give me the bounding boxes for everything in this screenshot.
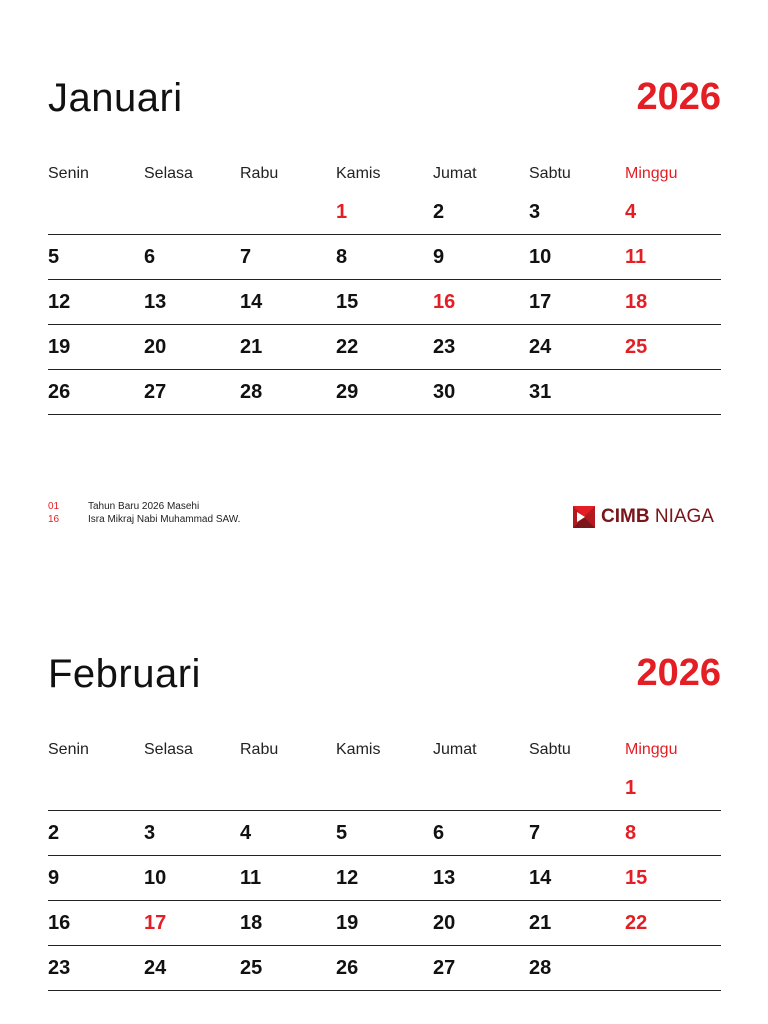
date-cell: 5 — [48, 246, 60, 268]
date-cell: 16 — [48, 912, 71, 934]
date-cell: 15 — [336, 291, 359, 313]
date-cell: 2 — [48, 822, 60, 844]
date-cell: 11 — [625, 246, 647, 268]
logo-word-cimb: CIMB — [601, 506, 650, 527]
weekday-senin: Senin — [48, 741, 89, 758]
date-cell: 19 — [48, 336, 71, 358]
weekday-minggu: Minggu — [625, 741, 678, 758]
date-cell: 21 — [529, 912, 552, 934]
date-cell: 7 — [529, 822, 541, 844]
week-row — [48, 946, 721, 991]
holiday-day: 16 — [48, 514, 60, 525]
date-cell: 23 — [48, 957, 71, 979]
week-row — [48, 856, 721, 901]
weekday-jumat: Jumat — [433, 741, 477, 758]
date-cell: 10 — [144, 867, 167, 889]
date-cell: 18 — [625, 291, 648, 313]
weekday-sabtu: Sabtu — [529, 741, 571, 758]
date-cell: 25 — [625, 336, 648, 358]
date-cell: 22 — [336, 336, 359, 358]
weekday-kamis: Kamis — [336, 165, 381, 182]
week-row — [48, 235, 721, 280]
date-cell: 13 — [144, 291, 167, 313]
weekday-header — [48, 164, 721, 184]
week-row — [48, 901, 721, 946]
date-cell: 27 — [433, 957, 456, 979]
week-row — [48, 811, 721, 856]
date-cell: 27 — [144, 381, 167, 403]
date-cell: 28 — [529, 957, 552, 979]
cimb-logo-icon — [573, 506, 595, 528]
date-cell: 14 — [529, 867, 552, 889]
month-title: Januari — [48, 76, 183, 120]
date-cell: 1 — [625, 777, 637, 799]
date-cell: 3 — [144, 822, 156, 844]
date-cell: 4 — [240, 822, 252, 844]
weekday-sabtu: Sabtu — [529, 165, 571, 182]
month-title: Februari — [48, 652, 201, 696]
date-cell: 14 — [240, 291, 263, 313]
holiday-text: Isra Mikraj Nabi Muhammad SAW. — [88, 514, 241, 525]
week-row — [48, 280, 721, 325]
date-cell: 11 — [240, 867, 262, 889]
weekday-kamis: Kamis — [336, 741, 381, 758]
date-cell: 20 — [144, 336, 167, 358]
date-cell: 6 — [144, 246, 156, 268]
date-cell: 8 — [625, 822, 637, 844]
holiday-text: Tahun Baru 2026 Masehi — [88, 501, 200, 512]
date-cell: 22 — [625, 912, 648, 934]
date-cell: 30 — [433, 381, 456, 403]
date-cell: 6 — [433, 822, 445, 844]
date-cell: 29 — [336, 381, 359, 403]
date-cell: 16 — [433, 291, 456, 313]
weekday-selasa: Selasa — [144, 741, 193, 758]
week-row — [48, 190, 721, 235]
week-row — [48, 766, 721, 811]
cimb-niaga-logo — [573, 505, 723, 529]
date-cell: 10 — [529, 246, 552, 268]
date-cell: 28 — [240, 381, 263, 403]
date-grid — [48, 766, 721, 991]
weekday-rabu: Rabu — [240, 741, 279, 758]
date-cell: 23 — [433, 336, 456, 358]
week-row — [48, 370, 721, 415]
date-cell: 2 — [433, 201, 445, 223]
date-cell: 12 — [336, 867, 359, 889]
weekday-rabu: Rabu — [240, 165, 279, 182]
weekday-jumat: Jumat — [433, 165, 477, 182]
weekday-header — [48, 740, 721, 760]
date-cell: 8 — [336, 246, 348, 268]
date-cell: 18 — [240, 912, 263, 934]
date-cell: 19 — [336, 912, 359, 934]
date-cell: 25 — [240, 957, 263, 979]
date-cell: 3 — [529, 201, 541, 223]
date-cell: 21 — [240, 336, 263, 358]
weekday-minggu: Minggu — [625, 165, 678, 182]
date-cell: 7 — [240, 246, 252, 268]
year-label: 2026 — [636, 652, 721, 694]
weekday-selasa: Selasa — [144, 165, 193, 182]
holiday-day: 01 — [48, 501, 60, 512]
date-cell: 5 — [336, 822, 348, 844]
date-cell: 12 — [48, 291, 71, 313]
date-cell: 20 — [433, 912, 456, 934]
date-cell: 17 — [144, 912, 167, 934]
date-cell: 15 — [625, 867, 648, 889]
date-cell: 4 — [625, 201, 637, 223]
date-cell: 26 — [336, 957, 359, 979]
date-grid — [48, 190, 721, 415]
date-cell: 17 — [529, 291, 552, 313]
date-cell: 1 — [336, 201, 348, 223]
week-row — [48, 325, 721, 370]
date-cell: 26 — [48, 381, 71, 403]
date-cell: 9 — [433, 246, 445, 268]
date-cell: 31 — [529, 381, 552, 403]
date-cell: 9 — [48, 867, 60, 889]
logo-wordmark — [601, 505, 714, 529]
year-label: 2026 — [636, 76, 721, 118]
logo-word-niaga: NIAGA — [654, 506, 714, 527]
date-cell: 24 — [529, 336, 552, 358]
date-cell: 24 — [144, 957, 167, 979]
weekday-senin: Senin — [48, 165, 89, 182]
date-cell: 13 — [433, 867, 456, 889]
